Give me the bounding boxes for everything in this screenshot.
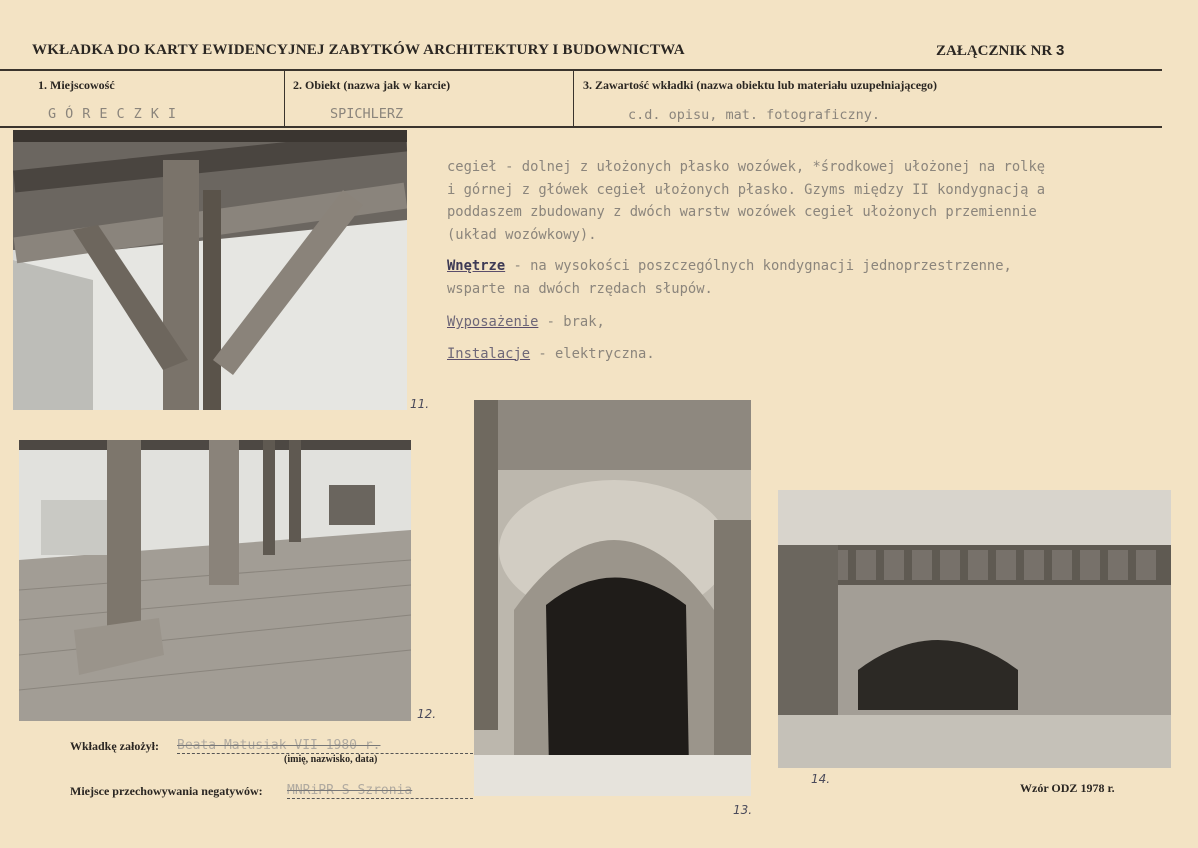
object-label: 2. Obiekt (nazwa jak w karcie) [293, 78, 451, 92]
form-title: WKŁADKA DO KARTY EWIDENCYJNEJ ZABYTKÓW ARCHITEKTURY I BUDOWNICTWA [32, 42, 685, 58]
locality-value: GÓRECZKI [48, 106, 186, 122]
negatives-label: Miejsce przechowywania negatywów: [70, 784, 263, 798]
founded-by-hint: (imię, nazwisko, data) [284, 754, 378, 765]
founded-by-value: Beata Matusiak VII 1980 r. [177, 738, 473, 754]
header-rule-bottom [0, 126, 1162, 128]
equipment-paragraph [447, 311, 1177, 334]
photo-12-number: 12. [417, 707, 437, 721]
interior-text: - na wysokości poszczególnych kondygnacji jednoprzestrzenne, [505, 258, 1012, 274]
equipment-text: - brak, [538, 314, 605, 330]
photo-13-number: 13. [733, 803, 753, 817]
description-line: i górnej z główek cegieł ułożonych płasko. Gzyms między II kondygnacją a [447, 181, 1046, 198]
annex-number: 3 [1056, 42, 1065, 59]
field-divider-2 [573, 70, 574, 127]
template-note: Wzór ODZ 1978 r. [1020, 781, 1115, 795]
description-line: cegieł - dolnej z ułożonych płasko wozówek, *środkowej ułożonej na rolkę [447, 159, 1046, 175]
equipment-heading: Wyposażenie [447, 314, 539, 330]
contents-value: c.d. opisu, mat. fotograficzny. [628, 107, 880, 123]
header-rule-top [0, 69, 1162, 71]
annex-label [936, 42, 1064, 60]
photo-13 [474, 400, 751, 796]
installations-heading: Instalacje [447, 345, 531, 362]
photo-14 [778, 490, 1171, 768]
contents-label: 3. Zawartość wkładki (nazwa obiektu lub materiału uzupełniającego) [583, 78, 938, 92]
installations-text: - elektryczna. [530, 345, 655, 362]
locality-label: 1. Miejscowość [38, 78, 115, 92]
description-line: poddaszem zbudowany z dwóch warstw wozówek cegieł ułożonych przemiennie [447, 204, 1037, 220]
negatives-value: MNRiPR S Szronia [287, 783, 473, 799]
founded-by-label: Wkładkę założył: [70, 739, 159, 753]
photo-11 [13, 130, 407, 410]
installations-paragraph [447, 343, 1177, 366]
description-text [447, 156, 1177, 365]
object-value: SPICHLERZ [330, 106, 404, 122]
annex-label-text: ZAŁĄCZNIK NR [936, 43, 1053, 59]
description-line: (układ wozówkowy). [447, 226, 597, 243]
interior-paragraph [447, 255, 1177, 278]
field-divider-1 [284, 70, 285, 127]
photo-14-number: 14. [811, 772, 831, 786]
photo-11-number: 11. [410, 397, 430, 411]
interior-heading: Wnętrze [447, 258, 506, 274]
photo-12 [19, 440, 411, 721]
interior-text-2: wsparte na dwóch rzędach słupów. [447, 280, 713, 297]
